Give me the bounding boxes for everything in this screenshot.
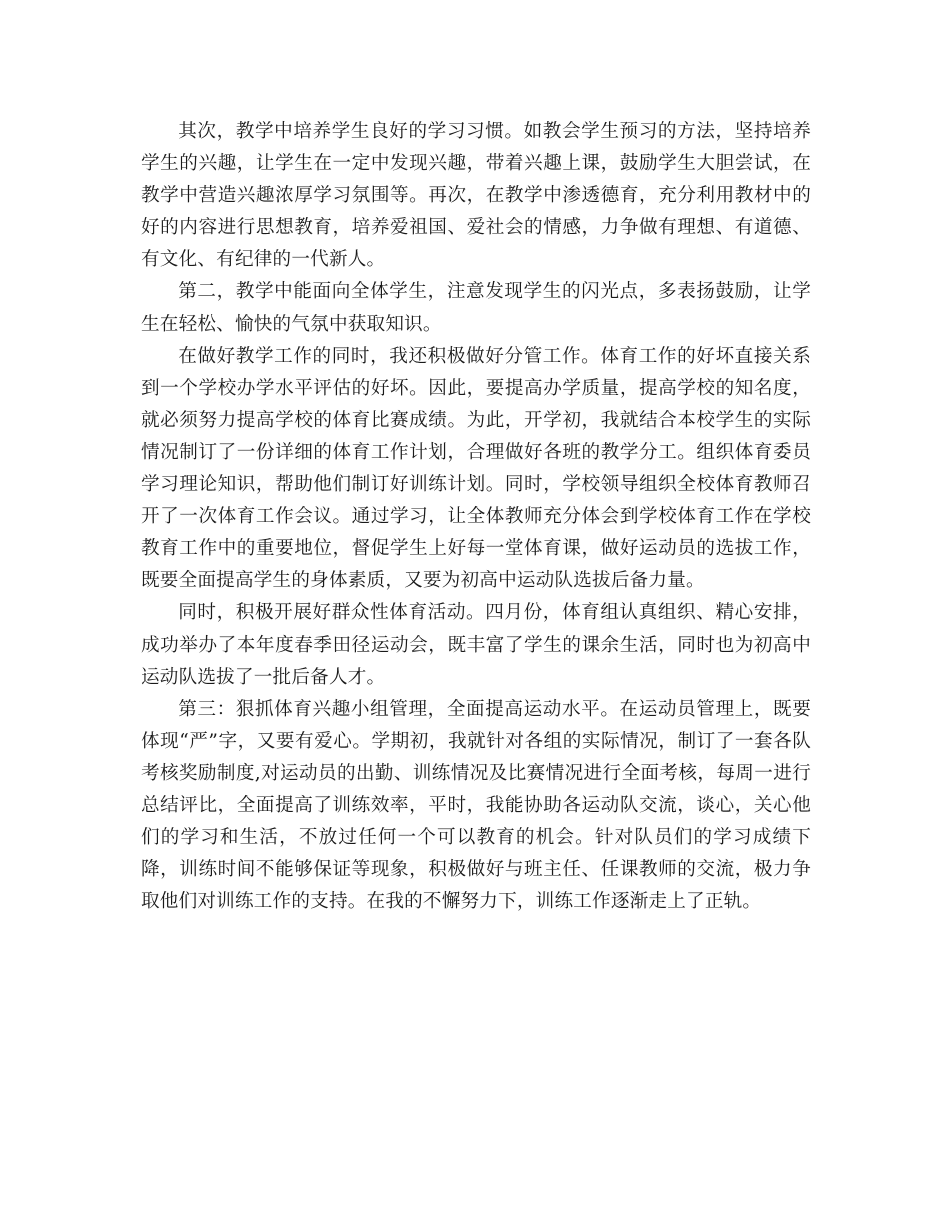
paragraph-management-work: 在做好教学工作的同时，我还积极做好分管工作。体育工作的好坏直接关系到一个学校办学水平评估的好坏。因此，要提高办学质量，提高学校的知名度，就必须努力提高学校的体育比赛成绩。为此，开学初，我就结合本校学生的实际情况制订了一份详细的体育工作计划，合理做好各班的教学分工。组织体育委员学习理论知识，帮助他们制订好训练计划。同时，学校领导组织全校体育教师召开了一次体育工作会议。通过学习，让全体教师充分体会到学校体育工作在学校教育工作中的重要地位，督促学生上好每一堂体育课，做好运动员的选拔工作，既要全面提高学生的身体素质，又要为初高中运动队选拔后备力量。	[141, 345, 811, 592]
paragraph-study-habits: 其次，教学中培养学生良好的学习习惯。如教会学生预习的方法，坚持培养学生的兴趣，让学生在一定中发现兴趣，带着兴趣上课，鼓励学生大胆尝试，在教学中营造兴趣浓厚学习氛围等。再次，在教学中渗透德育，充分利用教材中的好的内容进行思想教育，培养爱祖国、爱社会的情感，力争做有理想、有道德、有文化、有纪律的一代新人。	[141, 121, 811, 271]
paragraph-interest-groups: 第三：狠抓体育兴趣小组管理，全面提高运动水平。在运动员管理上，既要体现“严”字，又要有爱心。学期初，我就针对各组的实际情况，制订了一套各队考核奖励制度,对运动员的出勤、训练情况及比赛情况进行全面考核，每周一进行总结评比，全面提高了训练效率，平时，我能协助各运动队交流，谈心，关心他们的学习和生活，不放过任何一个可以教育的机会。针对队员们的学习成绩下降，训练时间不能够保证等现象，积极做好与班主任、任课教师的交流，极力争取他们对训练工作的支持。在我的不懈努力下，训练工作逐渐走上了正轨。	[141, 698, 811, 913]
paragraph-all-students: 第二，教学中能面向全体学生，注意发现学生的闪光点，多表扬鼓励，让学生在轻松、愉快的气氛中获取知识。	[141, 281, 811, 335]
paragraph-sports-activities: 同时，积极开展好群众性体育活动。四月份，体育组认真组织、精心安排，成功举办了本年度春季田径运动会，既丰富了学生的课余生活，同时也为初高中运动队选拔了一批后备人才。	[141, 602, 811, 688]
document-body	[141, 116, 811, 918]
